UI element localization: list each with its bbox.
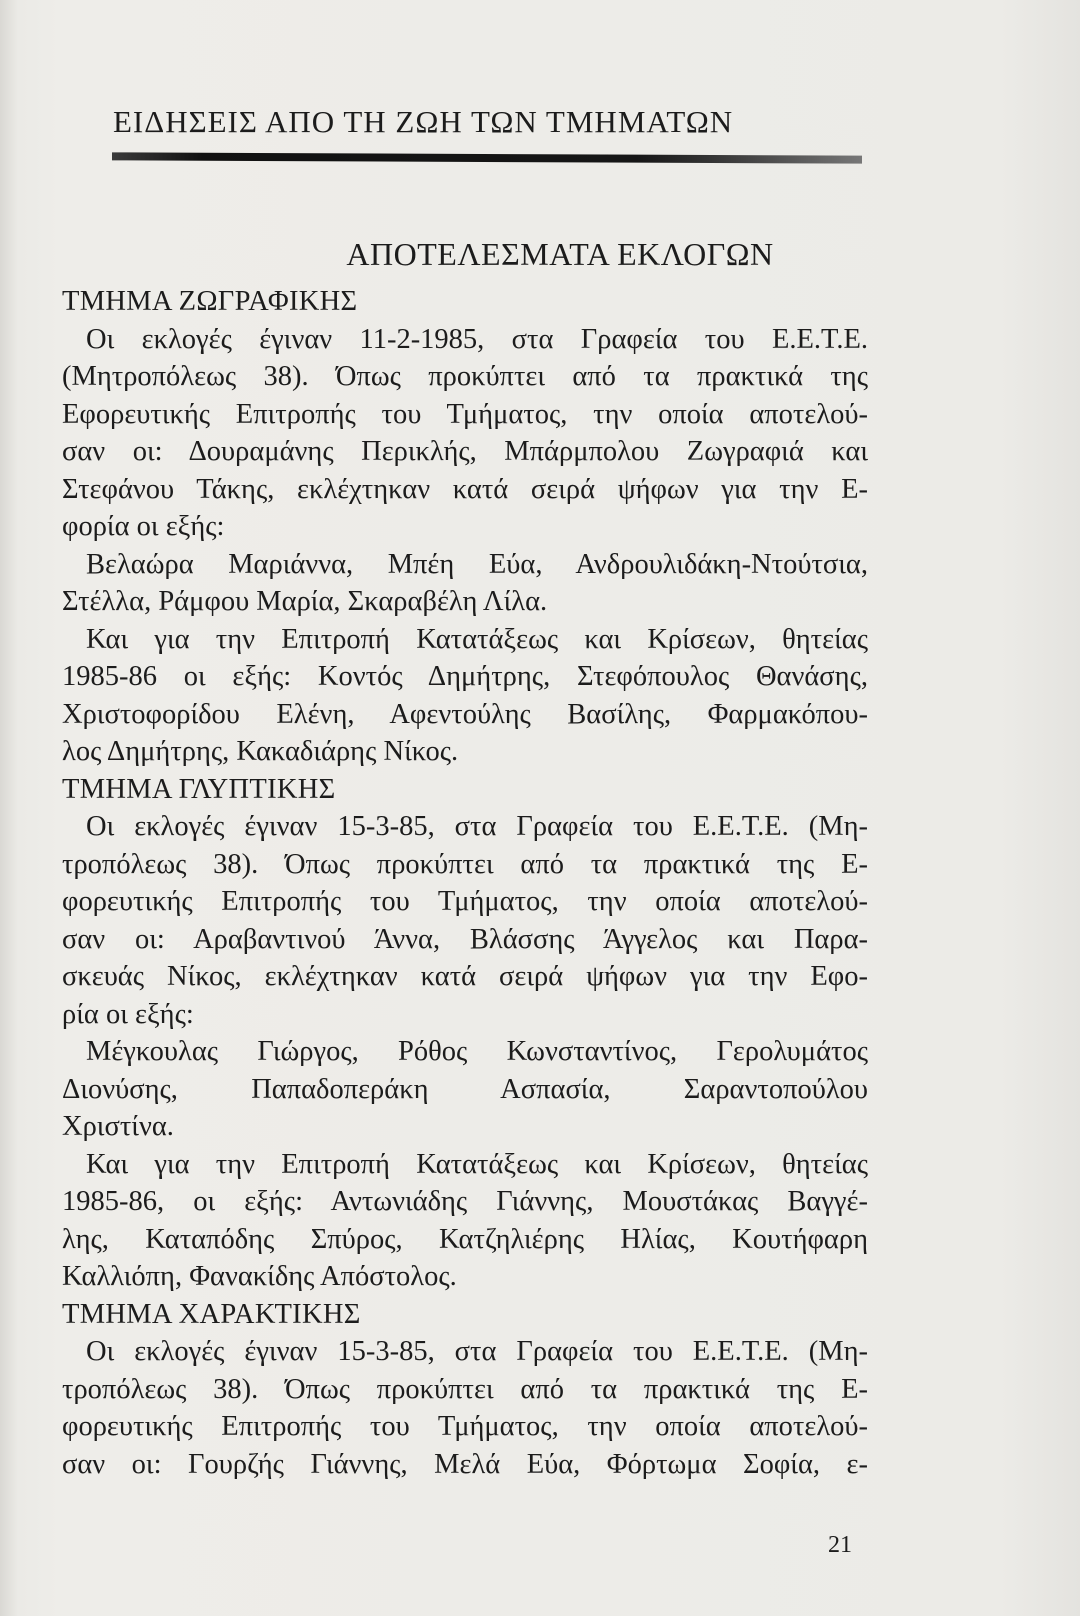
text-line: Στέλλα, Ράμφου Μαρία, Σκαραβέλη Λίλα. bbox=[62, 586, 548, 617]
article-body bbox=[62, 283, 868, 1483]
paragraph bbox=[62, 1033, 868, 1146]
text-line: φορευτικής Επιτροπής του Τμήματος, την οποία αποτελού- bbox=[62, 886, 868, 917]
paragraph bbox=[62, 808, 868, 1033]
text-line: φορία οι εξής: bbox=[62, 511, 225, 542]
text-line: Στεφάνου Τάκης, εκλέχτηκαν κατά σειρά ψήφων για την Ε- bbox=[62, 473, 868, 505]
page-number: 21 bbox=[828, 1532, 852, 1558]
text-line: Εφορευτικής Επιτροπής του Τμήματος, την οποία αποτελού- bbox=[62, 398, 868, 430]
text-line: Χριστίνα. bbox=[62, 1111, 174, 1142]
text-line: λος Δημήτρης, Κακαδιάρης Νίκος. bbox=[62, 736, 459, 767]
paragraph bbox=[62, 321, 868, 546]
text-line: Οι εκλογές έγιναν 15-3-85, στα Γραφεία του Ε.Ε.Τ.Ε. (Μη- bbox=[86, 811, 868, 842]
text-line: Βελαώρα Μαριάννα, Μπέη Εύα, Ανδρουλιδάκη-Ντούτσια, bbox=[86, 548, 868, 580]
paragraph bbox=[62, 621, 868, 771]
section-heading-engraving: ΤΜΗΜΑ ΧΑΡΑΚΤΙΚΗΣ bbox=[62, 1298, 361, 1330]
text-line: 1985-86, οι εξής: Αντωνιάδης Γιάννης, Μουστάκας Βαγγέ- bbox=[62, 1186, 868, 1217]
text-line: (Μητροπόλεως 38). Όπως προκύπτει από τα πρακτικά της bbox=[62, 361, 868, 392]
text-line: Οι εκλογές έγιναν 11-2-1985, στα Γραφεία του Ε.Ε.Τ.Ε. bbox=[86, 323, 868, 355]
running-head: ΕΙΔΗΣΕΙΣ ΑΠΟ ΤΗ ΖΩΗ ΤΩΝ ΤΜΗΜΑΤΩΝ bbox=[113, 104, 734, 139]
text-line: λης, Καταπόδης Σπύρος, Κατζηλιέρης Ηλίας, Κουτήφαρη bbox=[62, 1223, 868, 1255]
text-line: Και για την Επιτροπή Κατατάξεως και Κρίσεων, θητείας bbox=[86, 623, 868, 655]
text-line: τροπόλεως 38). Όπως προκύπτει από τα πρακτικά της Ε- bbox=[62, 848, 868, 880]
text-line: Οι εκλογές έγιναν 15-3-85, στα Γραφεία του Ε.Ε.Τ.Ε. (Μη- bbox=[86, 1336, 868, 1367]
text-line: Μέγκουλας Γιώργος, Ρόθος Κωνσταντίνος, Γερολυμάτος bbox=[86, 1036, 868, 1067]
paragraph bbox=[62, 1333, 868, 1483]
text-line: σαν οι: Δουραμάνης Περικλής, Μπάρμπολου Ζωγραφιά και bbox=[62, 436, 868, 467]
text-line: σαν οι: Αραβαντινού Άννα, Βλάσσης Άγγελος και Παρα- bbox=[62, 923, 868, 955]
paragraph bbox=[62, 546, 868, 621]
section-heading-painting: ΤΜΗΜΑ ΖΩΓΡΑΦΙΚΗΣ bbox=[62, 286, 358, 317]
text-line: Διονύσης, Παπαδοπεράκη Ασπασία, Σαραντοπούλου bbox=[62, 1073, 868, 1105]
text-line: φορευτικής Επιτροπής του Τμήματος, την οποία αποτελού- bbox=[62, 1411, 868, 1442]
section-heading-sculpture: ΤΜΗΜΑ ΓΛΥΠΤΙΚΗΣ bbox=[62, 773, 336, 805]
text-line: σαν οι: Γουρζής Γιάννης, Μελά Εύα, Φόρτωμα Σοφία, ε- bbox=[62, 1448, 868, 1480]
header-rule bbox=[112, 152, 862, 163]
text-line: Χριστοφορίδου Ελένη, Αφεντούλης Βασίλης, Φαρμακόπου- bbox=[62, 698, 868, 730]
main-title: ΑΠΟΤΕΛΕΣΜΑΤΑ ΕΚΛΟΓΩΝ bbox=[346, 236, 774, 272]
text-line: σκευάς Νίκος, εκλέχτηκαν κατά σειρά ψήφων για την Εφο- bbox=[62, 961, 868, 992]
text-line: Και για την Επιτροπή Κατατάξεως και Κρίσεων, θητείας bbox=[86, 1148, 868, 1180]
text-line: τροπόλεως 38). Όπως προκύπτει από τα πρακτικά της Ε- bbox=[62, 1373, 868, 1405]
paragraph bbox=[62, 1146, 868, 1296]
text-line: ρία οι εξής: bbox=[62, 998, 194, 1030]
text-line: 1985-86 οι εξής: Κοντός Δημήτρης, Στεφόπουλος Θανάσης, bbox=[62, 661, 868, 692]
text-line: Καλλιόπη, Φανακίδης Απόστολος. bbox=[62, 1261, 457, 1292]
